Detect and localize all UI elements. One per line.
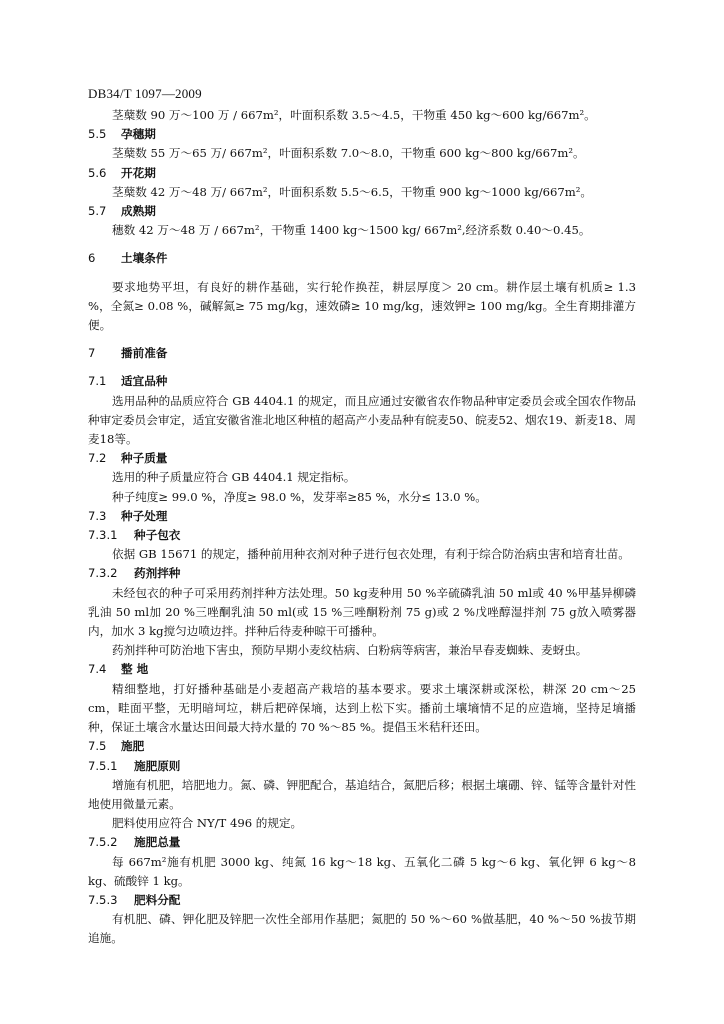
document-code-header: DB34/T 1097—2009 [88,86,202,101]
section-number: 7.4 [88,662,107,677]
section-title: 整 地 [121,662,149,677]
section-heading-7 [88,344,636,363]
paragraph: 茎蘖数 42 万～48 万/ 667m²，叶面积系数 5.5～6.5，干物重 900 kg～1000 kg/667m²。 [112,184,593,199]
section-title: 开花期 [121,165,156,180]
section-heading-5-6 [88,164,636,183]
section-heading-7-3-2 [88,564,636,583]
section-number: 7.5.3 [88,892,118,907]
paragraph: 选用品种的品质应符合 GB 4404.1 的规定，而且应通过安徽省农作物品种审定委员会或全国农作物品种审定委员会审定，适宜安徽省淮北地区种植的超高产小麦品种有皖麦50、皖麦52、烟农19、新麦18、周麦18等。 [88,393,636,447]
section-title: 种子质量 [121,451,168,466]
paragraph: 未经包衣的种子可采用药剂拌种方法处理。50 kg麦种用 50 %辛硫磷乳油 50 ml或 40 %甲基异柳磷乳油 50 ml加 20 %三唑酮乳油 50 ml(或 15 %三唑酮粉剂 75 g)或 2 %戊唑醇湿拌剂 75 g放入喷雾器内，加水 3 kg搅匀边喷边拌。拌种后待麦种晾干可播种。 [88,585,636,639]
paragraph: 肥料使用应符合 NY/T 496 的规定。 [112,816,303,831]
section-title: 施肥原则 [134,758,181,773]
section-number: 7.1 [88,374,107,389]
section-heading-5-5 [88,125,636,144]
section-title: 孕穗期 [121,127,156,142]
section-number: 7.2 [88,451,107,466]
paragraph: 要求地势平坦，有良好的耕作基础，实行轮作换茬，耕层厚度＞ 20 cm。耕作层土壤有机质≥ 1.3 %，全氮≥ 0.08 %，碱解氮≥ 75 mg/kg，速效磷≥ 10 mg/kg，速效钾≥ 100 mg/kg。全生育期排灌方便。 [88,279,636,333]
section-title: 施肥 [121,739,145,754]
section-number: 5.7 [88,204,107,219]
section-heading-7-5 [88,737,636,756]
section-number: 5.6 [88,165,107,180]
paragraph: 种子纯度≥ 99.0 %，净度≥ 98.0 %，发芽率≥85 %，水分≤ 13.0 %。 [112,489,487,504]
section-heading-7-4 [88,660,636,679]
section-number: 7 [88,346,96,361]
section-heading-5-7 [88,202,636,221]
section-number: 7.5 [88,739,107,754]
section-title: 药剂拌种 [134,566,181,581]
section-number: 5.5 [88,127,107,142]
paragraph: 选用的种子质量应符合 GB 4404.1 规定指标。 [112,470,356,485]
section-title: 种子处理 [121,508,168,523]
paragraph: 有机肥、磷、钾化肥及锌肥一次性全部用作基肥；氮肥的 50 %～60 %做基肥，40 %～50 %拔节期追施。 [88,912,636,946]
section-title: 肥料分配 [134,892,181,907]
document-body [88,106,636,949]
section-number: 7.5.2 [88,835,118,850]
section-title: 种子包衣 [134,528,181,543]
section-number: 6 [88,251,96,266]
section-number: 7.3.1 [88,528,118,543]
section-heading-7-3-1 [88,526,636,545]
section-title: 土壤条件 [121,251,168,266]
paragraph: 茎蘖数 90 万～100 万 / 667m²，叶面积系数 3.5～4.5，干物重 450 kg～600 kg/667m²。 [112,108,596,122]
section-heading-7-5-1 [88,757,636,776]
section-heading-7-3 [88,507,636,526]
paragraph: 茎蘖数 55 万～65 万/ 667m²，叶面积系数 7.0～8.0，干物重 600 kg～800 kg/667m²。 [112,146,585,161]
paragraph: 精细整地，打好播种基础是小麦超高产栽培的基本要求。要求土壤深耕或深松，耕深 20 cm～25 cm，畦面平整，无明暗坷垃，耕后耙碎保墒，达到上松下实。播前土壤墒情不足的应造墒，坚持足墒播种，保证土壤含水量达田间最大持水量的 70 %～85 %。提倡玉米秸秆还田。 [88,681,636,735]
section-heading-7-1 [88,372,636,391]
section-heading-7-2 [88,449,636,468]
section-heading-6 [88,249,636,268]
section-number: 7.3 [88,508,107,523]
section-heading-7-5-2 [88,833,636,852]
paragraph: 依据 GB 15671 的规定，播种前用种衣剂对种子进行包衣处理，有利于综合防治病虫害和培育壮苗。 [112,547,630,562]
paragraph: 药剂拌种可防治地下害虫，预防早期小麦纹枯病、白粉病等病害，兼治早春麦蜘蛛、麦蚜虫。 [112,643,588,658]
section-title: 成熟期 [121,204,156,219]
section-title: 播前准备 [121,346,168,361]
section-heading-7-5-3 [88,891,636,910]
paragraph: 增施有机肥，培肥地力。氮、磷、钾肥配合，基追结合，氮肥后移；根据土壤硼、锌、锰等含量针对性地使用微量元素。 [88,777,636,811]
section-title: 适宜品种 [121,374,168,389]
section-number: 7.5.1 [88,758,118,773]
section-title: 施肥总量 [134,835,181,850]
paragraph: 穗数 42 万～48 万 / 667m²，干物重 1400 kg～1500 kg/ 667m²,经济系数 0.40～0.45。 [112,223,591,238]
paragraph: 每 667m²施有机肥 3000 kg、纯氮 16 kg～18 kg、五氧化二磷 5 kg～6 kg、氧化钾 6 kg～8 kg、硫酸锌 1 kg。 [88,854,636,888]
section-number: 7.3.2 [88,566,118,581]
